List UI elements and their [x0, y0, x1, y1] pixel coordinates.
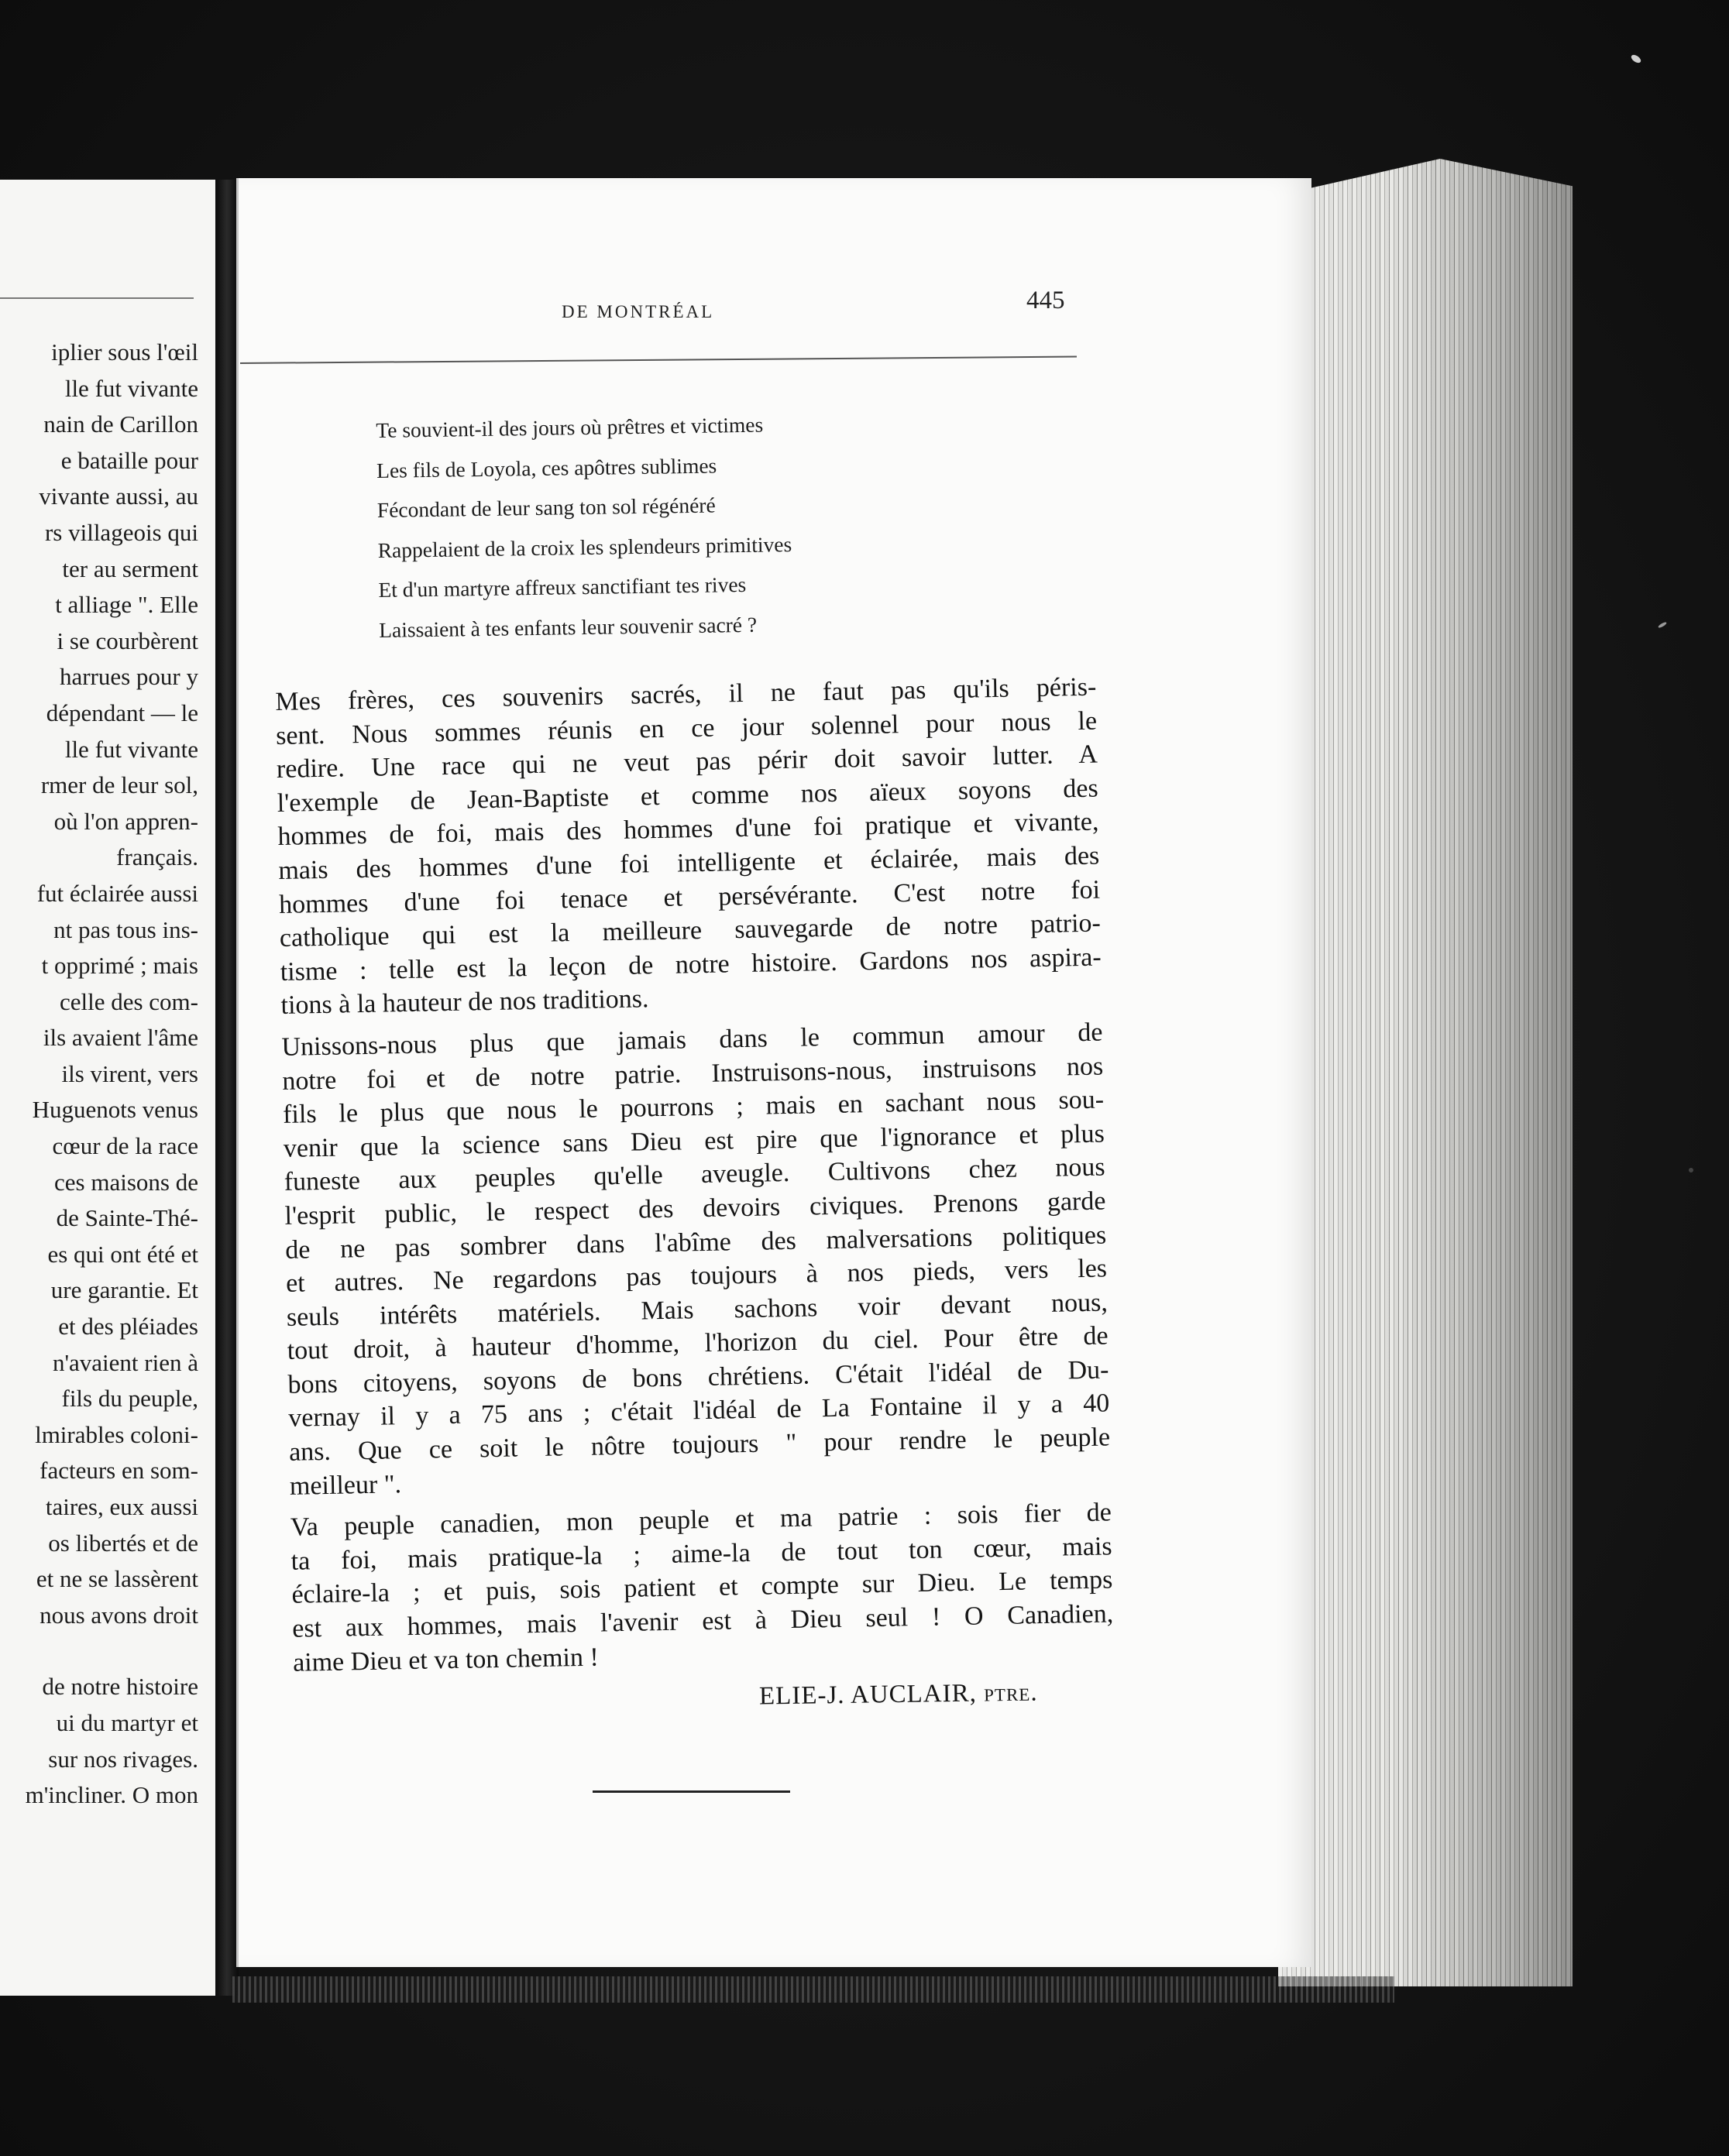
paragraph: [290, 1496, 1115, 1680]
text-line: meilleur ".: [289, 1469, 402, 1501]
text-line: fils le plus que nous le pourrons ; mais en sachant nous sou-: [282, 1085, 1105, 1130]
left-page-header-rule: [0, 297, 194, 299]
left-page-line: dépendant — le: [46, 699, 198, 726]
book-gutter: [215, 180, 239, 1996]
left-page-line: [0, 1633, 198, 1669]
left-page-line: de notre histoire: [42, 1673, 198, 1701]
left-page-line: celle des com-: [59, 987, 198, 1015]
text-line: de ne pas sombrer dans l'abîme des malversations politiques: [285, 1220, 1107, 1265]
text-line: et autres. Ne regardons pas toujours à nos pieds, vers les: [285, 1254, 1108, 1298]
poem-line: Et d'un martyre affreux sanctifiant tes rives: [378, 572, 747, 602]
author-signature: ELIE-J. AUCLAIR, ptre.: [758, 1678, 1038, 1711]
text-line: venir que la science sans Dieu est pire que l'ignorance et plus: [283, 1119, 1105, 1163]
text-line: l'exemple de Jean-Baptiste et comme nos aïeux soyons des: [277, 774, 1098, 818]
text-line: sent. Nous sommes réunis en ce jour solennel pour nous le: [275, 706, 1098, 750]
left-page-line: de Sainte-Thé-: [56, 1204, 198, 1232]
page-header: [306, 279, 1081, 325]
left-page-line: lmirables coloni-: [35, 1420, 198, 1448]
left-page-line: ces maisons de: [54, 1168, 198, 1196]
poem-line: Laissaient à tes enfants leur souvenir sacré ?: [378, 612, 758, 642]
left-page-line: ils avaient l'âme: [43, 1024, 198, 1052]
text-line: hommes de foi, mais des hommes d'une foi pratique et vivante,: [277, 807, 1099, 852]
left-page-line: e bataille pour: [60, 446, 198, 474]
poem-line: Rappelaient de la croix les splendeurs primitives: [377, 531, 792, 562]
left-page-line: rmer de leur sol,: [40, 771, 198, 799]
left-page-line: facteurs en som-: [40, 1457, 198, 1485]
text-line: tions à la hauteur de nos traditions.: [280, 984, 649, 1021]
page-edges-shading: [1278, 159, 1573, 1986]
left-page-line: harrues pour y: [59, 663, 198, 691]
text-line: l'esprit public, le respect des devoirs civiques. Prenons garde: [284, 1186, 1106, 1231]
facing-page-left: [0, 180, 223, 1996]
left-page-line: et ne se lassèrent: [36, 1565, 198, 1593]
left-page-line: fils du peuple,: [61, 1385, 198, 1413]
left-page-line: i se courbèrent: [57, 627, 198, 654]
left-page-line: iplier sous l'œil: [51, 338, 198, 366]
poem-line: Te souvient-il des jours où prêtres et victimes: [376, 412, 764, 442]
text-line: Unissons-nous plus que jamais dans le commun amour de: [281, 1018, 1103, 1062]
text-line: funeste aux peuples qu'elle aveugle. Cultivons chez nous: [284, 1152, 1105, 1197]
text-line: aime Dieu et va ton chemin !: [292, 1643, 600, 1677]
text-line: est aux hommes, mais l'avenir est à Dieu seul ! O Canadien,: [291, 1599, 1114, 1643]
left-page-line: taires, eux aussi: [45, 1493, 198, 1520]
text-line: notre foi et de notre patrie. Instruisons-nous, instruisons nos: [282, 1052, 1104, 1096]
left-page-line: ter au serment: [62, 554, 198, 582]
left-page-line: nt pas tous ins-: [53, 915, 198, 943]
text-line: bons citoyens, soyons de bons chrétiens. C'était l'idéal de Du-: [287, 1355, 1109, 1399]
left-page-line: os libertés et de: [48, 1529, 198, 1557]
text-line: hommes d'une foi tenace et persévérante. C'est notre foi: [278, 875, 1101, 919]
left-page-line: ils virent, vers: [61, 1059, 198, 1087]
left-page-line: t opprimé ; mais: [41, 952, 198, 980]
left-page-line: lle fut vivante: [64, 735, 198, 763]
paragraph: [281, 1015, 1111, 1503]
text-line: Mes frères, ces souvenirs sacrés, il ne faut pas qu'ils péris-: [275, 672, 1097, 716]
left-page-line: lle fut vivante: [64, 374, 198, 402]
left-page-line: m'incliner. O mon: [25, 1781, 198, 1809]
left-page-line: sur nos rivages.: [48, 1745, 198, 1773]
text-line: redire. Une race qui ne veut pas périr doit savoir lutter. A: [276, 740, 1098, 784]
left-page-line: t alliage ". Elle: [55, 591, 198, 619]
text-line: tout droit, à hauteur d'homme, l'horizon du ciel. Pour être de: [287, 1321, 1109, 1366]
end-rule: [593, 1790, 790, 1793]
dust-speck: [1689, 1168, 1693, 1172]
left-page-line: Huguenots venus: [32, 1096, 198, 1124]
running-title: DE MONTRÉAL: [562, 302, 715, 321]
left-page-text: [0, 335, 198, 1814]
text-line: tisme : telle est la leçon de notre histoire. Gardons nos aspira-: [280, 942, 1102, 987]
left-page-line: nain de Carillon: [43, 410, 198, 438]
paragraph: [275, 671, 1102, 1023]
left-page-line: fut éclairée aussi: [36, 879, 198, 907]
text-line: Va peuple canadien, mon peuple et ma patrie : sois fier de: [290, 1498, 1112, 1543]
poem-line: Les fils de Loyola, ces apôtres sublimes: [376, 452, 717, 482]
left-page-line: n'avaient rien à: [52, 1348, 198, 1376]
left-page-line: rs villageois qui: [44, 518, 198, 546]
body-text: [275, 671, 1114, 1680]
left-page-line: et des pléiades: [58, 1313, 198, 1341]
left-page-line: vivante aussi, au: [39, 482, 198, 510]
text-line: ta foi, mais pratique-la ; aime-la de tout ton cœur, mais: [290, 1532, 1112, 1576]
page-number: 445: [1026, 287, 1065, 314]
text-line: ans. Que ce soit le nôtre toujours " pour rendre le peuple: [288, 1423, 1111, 1467]
left-page-line: cœur de la race: [52, 1132, 198, 1160]
poem-line: Fécondant de leur sang ton sol régénéré: [376, 493, 716, 522]
left-page-line: français.: [116, 843, 198, 871]
text-line: éclaire-la ; et puis, sois patient et compte sur Dieu. Le temps: [291, 1565, 1113, 1610]
left-page-line: où l'on appren-: [53, 807, 198, 835]
left-page-line: ure garantie. Et: [50, 1276, 198, 1304]
left-page-line: es qui ont été et: [47, 1240, 198, 1268]
left-page-line: nous avons droit: [40, 1601, 198, 1629]
text-line: mais des hommes d'une foi intelligente et éclairée, mais des: [278, 841, 1100, 885]
text-line: catholique qui est la meilleure sauvegarde de notre patrio-: [279, 908, 1102, 953]
text-line: vernay il y a 75 ans ; c'était l'idéal de La Fontaine il y a 40: [288, 1389, 1110, 1433]
poem-stanza: [376, 400, 1076, 650]
left-page-line: ui du martyr et: [56, 1708, 198, 1736]
text-line: seuls intérêts matériels. Mais sachons voir devant nous,: [286, 1288, 1109, 1332]
book-bottom-edge: [232, 1976, 1394, 2003]
